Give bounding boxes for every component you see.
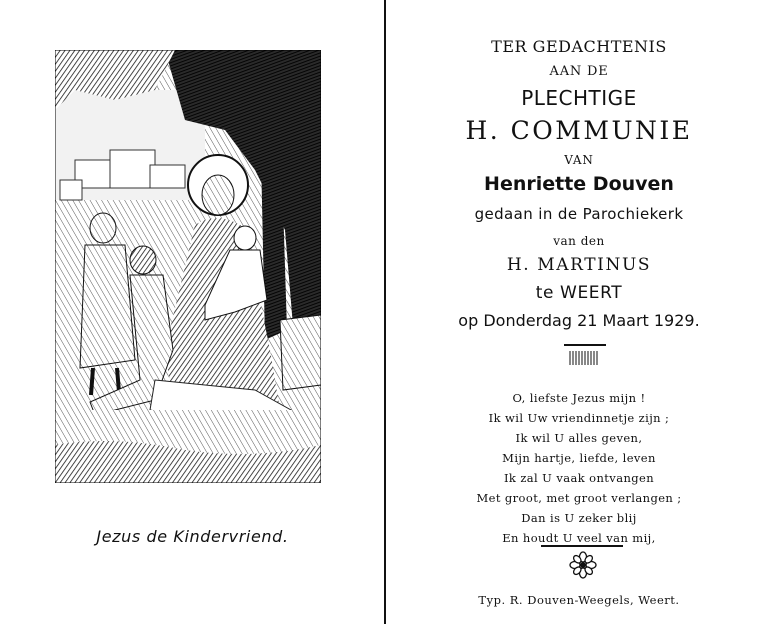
engraving-illustration [55,50,321,483]
poem-line-2: Ik wil Uw vriendinnetje zijn ; [488,411,670,425]
church-name: H. MARTINUS [506,255,652,275]
rule-top [564,344,606,346]
date-line: op Donderdag 21 Maart 1929. [458,311,700,330]
left-panel [0,0,385,624]
poem-line-6: Met groot, met groot verlangen ; [476,491,682,505]
illustration-caption: Jezus de Kindervriend. [96,527,289,546]
heading-line-5: VAN [564,153,594,167]
poem-line-1: O, liefste Jezus mijn ! [512,391,646,405]
poem-line-7: Dan is U zeker blij [521,511,637,525]
heading-line-7: gedaan in de Parochiekerk [474,205,684,223]
printer-credit: Typ. R. Douven-Weegels, Weert. [478,593,680,607]
town-line: te WEERT [535,283,623,303]
flower-ornament-icon [569,551,597,579]
heading-line-3: PLECHTIGE [521,86,637,110]
heading-line-8: van den [553,234,605,248]
poem-line-5: Ik zal U vaak ontvangen [503,471,655,485]
heading-line-1: TER GEDACHTENIS [491,37,667,56]
communicant-name: Henriette Douven [484,173,674,195]
heading-line-4: H. COMMUNIE [465,116,693,145]
heading-line-2: AAN DE [549,64,609,79]
poem-line-8: En houdt U veel van mij, [502,531,656,545]
right-panel [386,0,772,624]
vertical-bars-ornament-icon [569,351,599,365]
poem-line-3: Ik wil U alles geven, [515,431,643,445]
poem-line-4: Mijn hartje, liefde, leven [502,451,656,465]
rule-bottom [541,545,623,547]
